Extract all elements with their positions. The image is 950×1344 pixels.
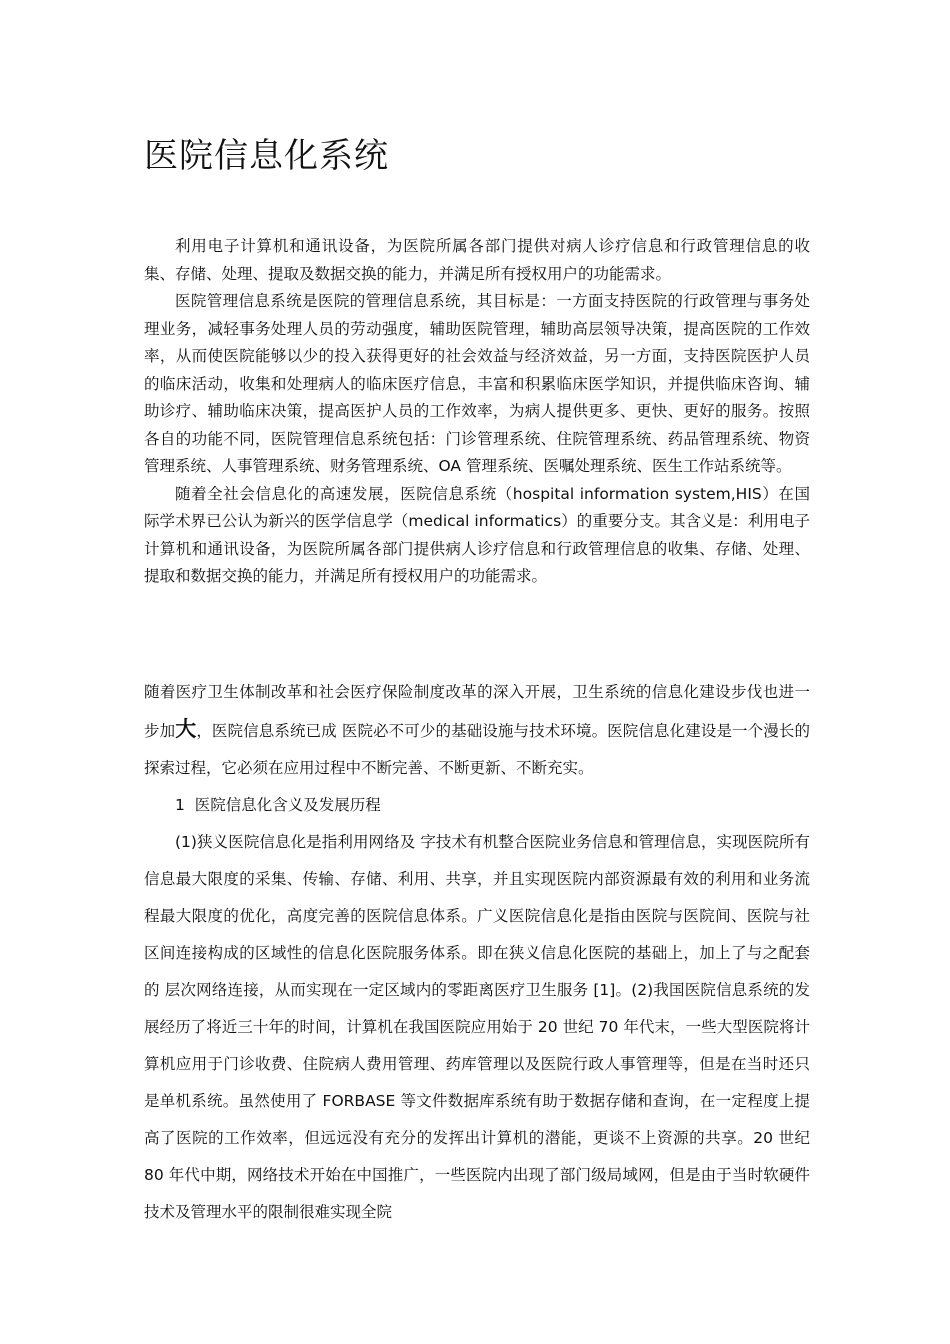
intro-section bbox=[144, 233, 810, 591]
intro-paragraph-1: 利用电子计算机和通讯设备，为医院所属各部门提供对病人诊疗信息和行政管理信息的收集、存储、处理、提取及数据交换的能力，并满足所有授权用户的功能需求。 bbox=[144, 237, 810, 283]
page-title: 医院信息化系统 bbox=[144, 136, 389, 176]
body-section bbox=[144, 674, 810, 1231]
intro-paragraph-2: 医院管理信息系统是医院的管理信息系统，其目标是：一方面支持医院的行政管理与事务处理业务，减轻事务处理人员的劳动强度，辅助医院管理，辅助高层领导决策，提高医院的工作效率，从而使医院能够以少的投入获得更好的社会效益与经济效益，另一方面，支持医院医护人员的临床活动，收集和处理病人的临床医疗信息，丰富和积累临床医学知识，并提供临床咨询、辅助诊疗、辅助临床决策，提高医护人员的工作效率，为病人提供更多、更快、更好的服务。按照各自的功能不同，医院管理信息系统包括：门诊管理系统、住院管理系统、药品管理系统、物资管理系统、人事管理系统、财务管理系统、OA 管理系统、医嘱处理系统、医生工作站系统等。 bbox=[144, 292, 810, 475]
section-heading bbox=[144, 787, 810, 824]
body-paragraph-1-end: ，医院信息系统已成 医院必不可少的基础设施与技术环境。医院信息化建设是一个漫长的探索过程，它必须在应用过程中不断完善、不断更新、不断充实。 bbox=[144, 722, 810, 777]
body-paragraph-1-large-char: 大 bbox=[175, 717, 197, 741]
intro-paragraph-3: 随着全社会信息化的高速发展，医院信息系统（hospital information system,HIS）在国际学术界已公认为新兴的医学信息学（medical informatics）的重要分支。其含义是：利用电子计算机和通讯设备，为医院所属各部门提供病人诊疗信息和行政管理信息的收集、存储、处理、提取和数据交换的能力，并满足所有授权用户的功能需求。 bbox=[144, 484, 810, 585]
body-paragraph-2: (1)狭义医院信息化是指利用网络及 字技术有机整合医院业务信息和管理信息，实现医院所有信息最大限度的采集、传输、存储、利用、共享，并且实现医院内部资源最有效的利用和业务流程最大限度的优化，高度完善的医院信息体系。广义医院信息化是指由医院与医院间、医院与社区间连接构成的区域性的信息化医院服务体系。即在狭义信息化医院的基础上，加上了与之配套的 层次网络连接，从而实现在一定区域内的零距离医疗卫生服务 [1]。(2)我国医院信息系统的发展经历了将近三十年的时间，计算机在我国医院应用始于 20 世纪 70 年代末，一些大型医院将计算机应用于门诊收费、住院病人费用管理、药库管理以及医院行政人事管理等，但是在当时还只是单机系统。虽然使用了 FORBASE 等文件数据库系统有助于数据存储和查询，在一定程度上提高了医院的工作效率，但远远没有充分的发挥出计算机的潜能，更谈不上资源的共享。20 世纪 80 年代中期，网络技术开始在中国推广，一些医院内出现了部门级局域网，但是由于当时软硬件技术及管理水平的限制很难实现全院 bbox=[144, 833, 810, 1221]
body-paragraph-1 bbox=[144, 674, 810, 787]
section-heading-number: 1 bbox=[175, 796, 185, 814]
body-paragraph-1-start: 随着医疗卫生体制改革和社会医疗保险制度改革的深入开展，卫生系统的信息化建设步伐也进一步加 bbox=[144, 683, 810, 740]
section-heading-text: 医院信息化含义及发展历程 bbox=[194, 796, 381, 814]
